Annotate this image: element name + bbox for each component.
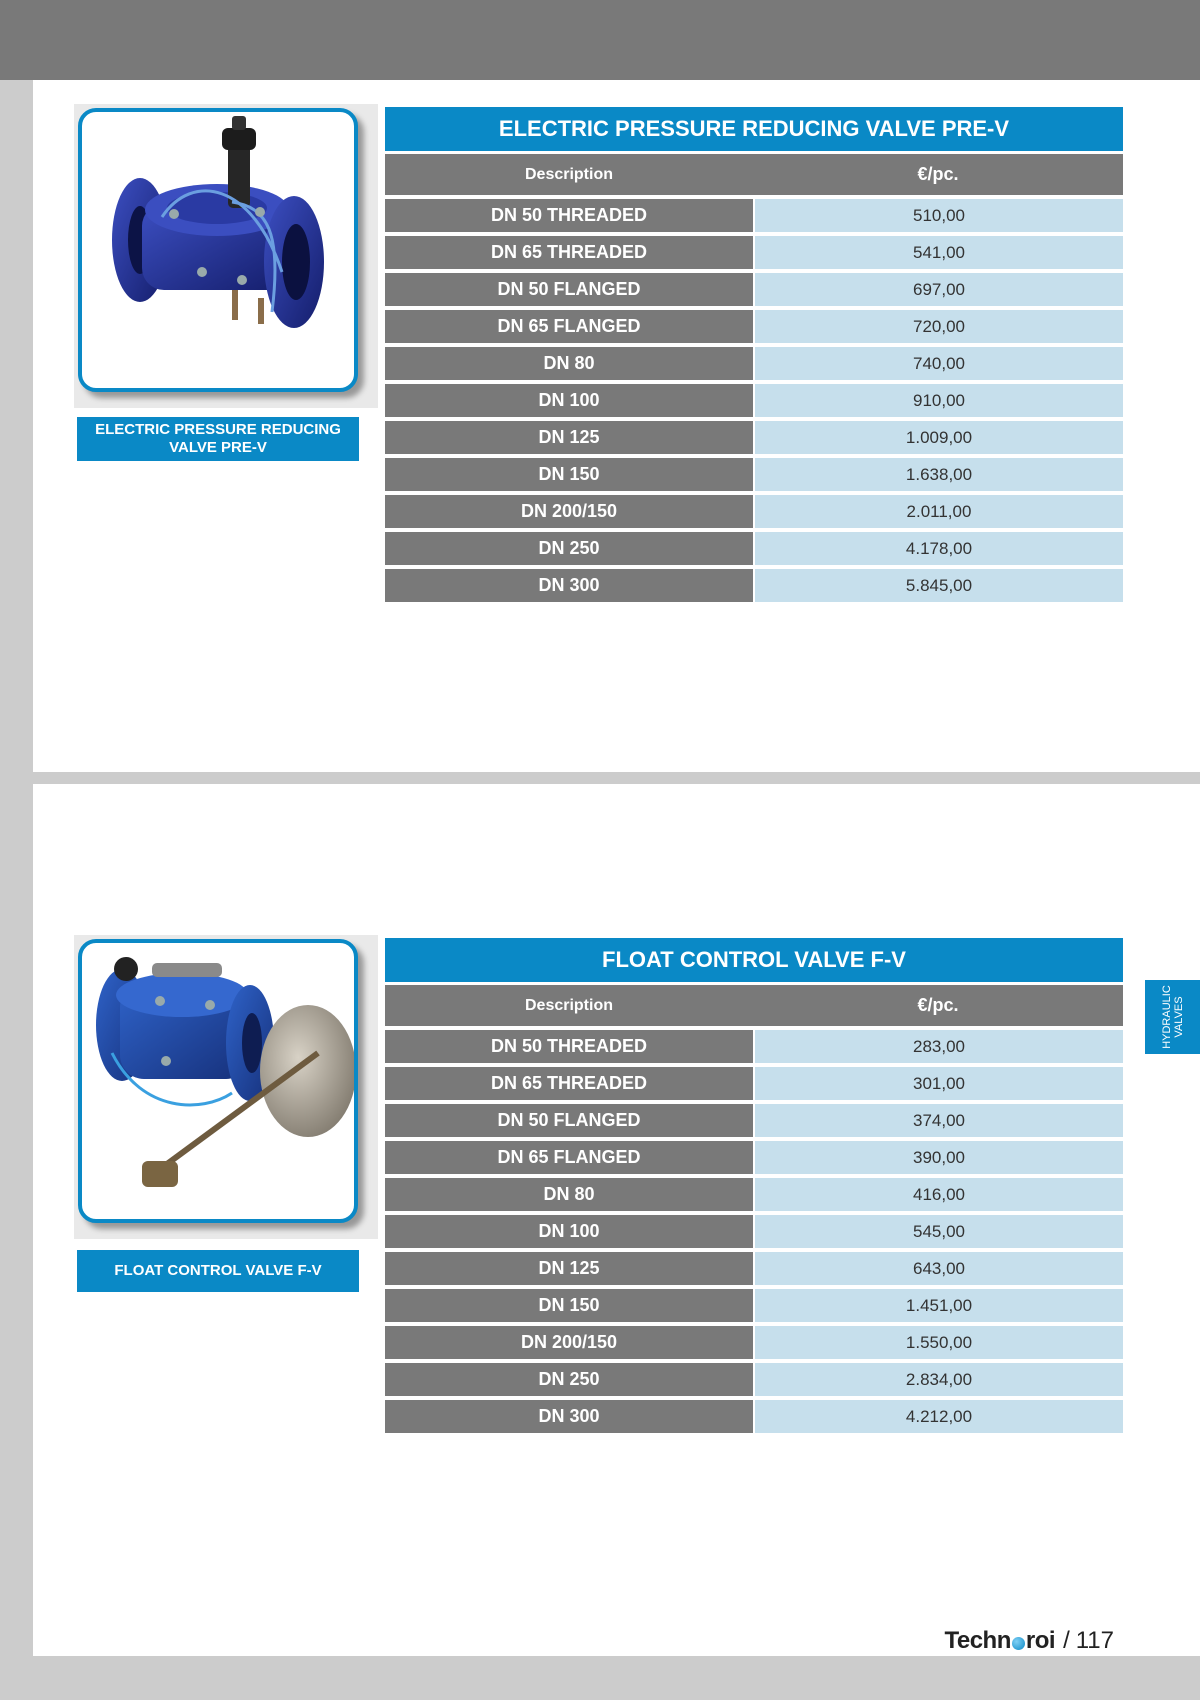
row-price: 1.009,00 xyxy=(755,421,1123,454)
column-header-price: €/pc. xyxy=(917,995,959,1015)
table-row xyxy=(385,421,1123,454)
row-price: 2.011,00 xyxy=(755,495,1123,528)
row-price: 374,00 xyxy=(755,1104,1123,1137)
table-row xyxy=(385,1141,1123,1174)
row-price: 4.178,00 xyxy=(755,532,1123,565)
table-row xyxy=(385,384,1123,417)
table-row xyxy=(385,458,1123,491)
row-price: 643,00 xyxy=(755,1252,1123,1285)
table-row xyxy=(385,1363,1123,1396)
row-description: DN 250 xyxy=(385,1363,753,1396)
table-row xyxy=(385,1252,1123,1285)
table-row xyxy=(385,1067,1123,1100)
row-description: DN 80 xyxy=(385,1178,753,1211)
table-title: ELECTRIC PRESSURE REDUCING VALVE PRE-V xyxy=(385,107,1123,151)
row-price: 720,00 xyxy=(755,310,1123,343)
table-row xyxy=(385,1104,1123,1137)
page-number: 117 xyxy=(1075,1627,1114,1654)
table-header xyxy=(385,985,1123,1026)
row-price: 510,00 xyxy=(755,199,1123,232)
side-tab-line1: HYDRAULIC xyxy=(1160,985,1173,1049)
table-header xyxy=(385,154,1123,195)
table-title: FLOAT CONTROL VALVE F-V xyxy=(385,938,1123,982)
left-margin-strip xyxy=(0,80,33,1700)
row-price: 390,00 xyxy=(755,1141,1123,1174)
table-row xyxy=(385,569,1123,602)
column-header-price: €/pc. xyxy=(917,164,959,184)
row-description: DN 50 THREADED xyxy=(385,199,753,232)
footer-separator: / xyxy=(1063,1627,1070,1654)
row-description: DN 50 FLANGED xyxy=(385,273,753,306)
brand-logo xyxy=(944,1627,1055,1655)
product-photo-float-control-valve xyxy=(74,935,378,1239)
product-caption: FLOAT CONTROL VALVE F-V xyxy=(77,1250,359,1292)
brand-text-part1: Techn xyxy=(944,1627,1011,1654)
column-header-description: Description xyxy=(524,996,613,1014)
row-price: 4.212,00 xyxy=(755,1400,1123,1433)
table-row xyxy=(385,1289,1123,1322)
row-price: 1.550,00 xyxy=(755,1326,1123,1359)
column-header-description: Description xyxy=(524,165,613,183)
float-control-valve-image xyxy=(82,943,354,1219)
footer-band xyxy=(0,1656,1200,1700)
row-description: DN 200/150 xyxy=(385,1326,753,1359)
row-description: DN 250 xyxy=(385,532,753,565)
row-price: 910,00 xyxy=(755,384,1123,417)
row-description: DN 300 xyxy=(385,569,753,602)
row-description: DN 300 xyxy=(385,1400,753,1433)
side-tab-label xyxy=(1161,980,1185,1054)
product-caption: ELECTRIC PRESSURE REDUCING VALVE PRE-V xyxy=(77,417,359,461)
table-row xyxy=(385,310,1123,343)
row-price: 416,00 xyxy=(755,1178,1123,1211)
table-row xyxy=(385,1215,1123,1248)
brand-text-part2: roi xyxy=(1025,1627,1056,1654)
table-row xyxy=(385,347,1123,380)
pressure-reducing-valve-image xyxy=(82,112,354,388)
row-price: 5.845,00 xyxy=(755,569,1123,602)
row-description: DN 50 FLANGED xyxy=(385,1104,753,1137)
table-row xyxy=(385,199,1123,232)
row-price: 545,00 xyxy=(755,1215,1123,1248)
row-description: DN 100 xyxy=(385,1215,753,1248)
row-price: 697,00 xyxy=(755,273,1123,306)
row-description: DN 65 FLANGED xyxy=(385,1141,753,1174)
row-price: 2.834,00 xyxy=(755,1363,1123,1396)
row-description: DN 200/150 xyxy=(385,495,753,528)
row-price: 541,00 xyxy=(755,236,1123,269)
row-description: DN 65 THREADED xyxy=(385,1067,753,1100)
row-price: 1.451,00 xyxy=(755,1289,1123,1322)
row-price: 301,00 xyxy=(755,1067,1123,1100)
row-description: DN 65 THREADED xyxy=(385,236,753,269)
product-photo-pressure-reducing-valve xyxy=(74,104,378,408)
table-row xyxy=(385,532,1123,565)
row-description: DN 80 xyxy=(385,347,753,380)
row-price: 1.638,00 xyxy=(755,458,1123,491)
row-description: DN 125 xyxy=(385,1252,753,1285)
row-price: 740,00 xyxy=(755,347,1123,380)
side-tab-line2: VALVES xyxy=(1172,996,1185,1038)
header-band xyxy=(0,0,1200,80)
section-divider xyxy=(33,772,1200,784)
table-row xyxy=(385,495,1123,528)
table-row xyxy=(385,1400,1123,1433)
row-description: DN 50 THREADED xyxy=(385,1030,753,1063)
price-table-float-control-valve xyxy=(385,938,1123,1433)
row-description: DN 150 xyxy=(385,1289,753,1322)
row-description: DN 125 xyxy=(385,421,753,454)
row-description: DN 150 xyxy=(385,458,753,491)
price-table-pressure-reducing-valve xyxy=(385,107,1123,602)
table-row xyxy=(385,236,1123,269)
table-row xyxy=(385,1326,1123,1359)
table-row xyxy=(385,1030,1123,1063)
row-description: DN 100 xyxy=(385,384,753,417)
blue-sphere-icon xyxy=(1012,1637,1025,1650)
table-row xyxy=(385,273,1123,306)
photo-frame xyxy=(78,939,358,1223)
row-price: 283,00 xyxy=(755,1030,1123,1063)
page-footer xyxy=(944,1627,1114,1655)
table-row xyxy=(385,1178,1123,1211)
photo-frame xyxy=(78,108,358,392)
side-tab-hydraulic-valves[interactable] xyxy=(1145,980,1200,1054)
row-description: DN 65 FLANGED xyxy=(385,310,753,343)
